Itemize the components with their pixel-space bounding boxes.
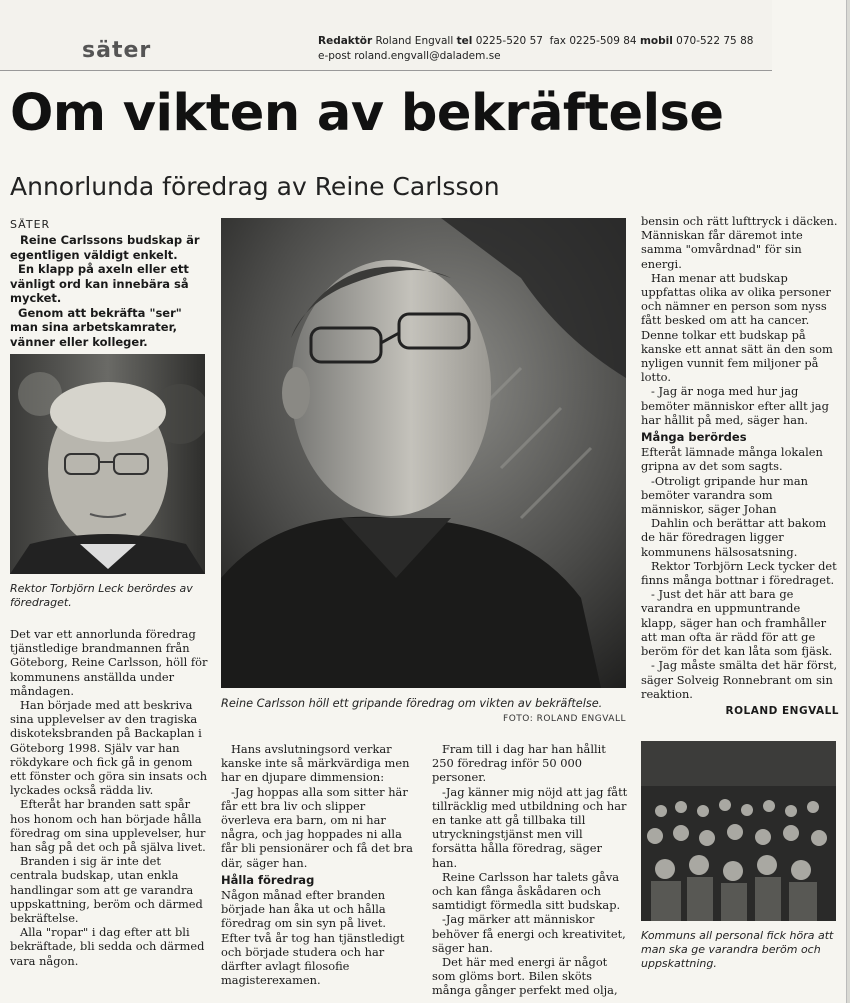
body-paragraph: Det här med energi är något som glöms bort. Bilen sköts många gånger perfekt med olja, (432, 955, 618, 998)
mobile-number: 070-522 75 88 (676, 35, 754, 47)
photo-credit: FOTO: ROLAND ENGVALL (503, 714, 626, 724)
leck-photo (10, 354, 205, 574)
headline: Om vikten av bekräftelse (10, 84, 724, 143)
tel-label: tel (456, 35, 473, 47)
audience-caption: Kommuns all personal fick höra att man ska ge varandra beröm och uppskattning. (641, 929, 834, 970)
ingress-paragraph: Genom att bekräfta "ser" man sina arbetskamrater, vänner eller kolleger. (10, 305, 182, 349)
body-paragraph: -Jag märker att människor behöver få energi och kreativitet, säger han. (432, 912, 626, 955)
editor-name: Roland Engvall (375, 35, 454, 47)
body-paragraph: Hans avslutningsord verkar kanske inte så märkvärdiga men har en djupare dimmension: (221, 742, 410, 785)
subheadline: Annorlunda föredrag av Reine Carlsson (10, 172, 500, 201)
ingress-paragraph: Reine Carlssons budskap är egentligen väldigt enkelt. (10, 233, 200, 262)
body-paragraph: -Otroligt gripande hur man bemöter varandra som människor, säger Johan (641, 473, 808, 517)
ingress-paragraph: En klapp på axeln eller ett vänligt ord kan innebära så mycket. (10, 262, 189, 306)
tel-number: 0225-520 57 (475, 35, 543, 47)
body-paragraph: Det var ett annorlunda föredrag tjänstledige brandmannen från Göteborg, Reine Carlsson, höll för kommunens anställda under måndagen. (10, 627, 208, 698)
body-paragraph: Någon månad efter branden började han åka ut och hålla föredrag om sin syn på livet. Efter två år tog han tjänstledigt och började studera och har därfter avlagt filosofie magisterexamen. (221, 888, 405, 988)
fax-label: fax (549, 35, 566, 47)
dateline: SÄTER (10, 218, 51, 231)
body-paragraph: bensin och rätt lufttryck i däcken. Människan får däremot inte samma "omvårdnad" för sin energi. (641, 214, 838, 271)
body-column-3 (432, 742, 628, 998)
main-caption: Reine Carlsson höll ett gripande föredrag om vikten av bekräftelse. (221, 697, 603, 710)
body-paragraph: Fram till i dag har han hållit 250 föredrag inför 50 000 personer. (432, 742, 606, 785)
ingress (10, 233, 208, 349)
section-title: säter (82, 38, 152, 63)
body-paragraph: Efteråt lämnade många lokalen gripna av det som sagts. (641, 445, 823, 474)
portrait-image (10, 354, 205, 574)
editor-label: Redaktör (318, 35, 373, 47)
audience-photo (641, 741, 836, 921)
body-paragraph: -Jag känner mig nöjd att jag fått tillräcklig med utbildning och har en tanke att gå tillbaka till utryckningstjänst men vill forsätta hålla föredrag, säger han. (432, 784, 628, 870)
body-column-1 (10, 627, 208, 968)
main-photo (221, 218, 626, 688)
main-image (221, 218, 626, 688)
body-paragraph: -Jag hoppas alla som sitter här får ett bra liv och slipper överleva era barn, om ni har några, och jag hoppades ni alla får bli pensionärer och få det bra där, säger han. (221, 784, 413, 870)
email-address: roland.engvall@daladem.se (354, 50, 501, 62)
leck-caption: Rektor Torbjörn Leck berördes av föredraget. (10, 582, 193, 609)
body-paragraph: Dahlin och berättar att bakom de här föredragen ligger kommunens hälsosatsning. (641, 516, 827, 559)
subheading-halla-foredrag: Hålla föredrag (221, 872, 315, 887)
body-column-4 (641, 214, 839, 718)
subheading-manga-berordes: Många berördes (641, 430, 747, 445)
body-paragraph: Efteråt har branden satt spår hos honom och han började hålla föredrag om sina upplevelser, hur han såg på det och på själva livet. (10, 797, 206, 855)
audience-image (641, 741, 836, 921)
mobile-label: mobil (639, 35, 673, 47)
body-paragraph: Han började med att beskriva sina upplevelser av den tragiska diskoteksbranden på Backaplan i Göteborg 1998. Själv var han rökdykare och fick gå in genom ett fönster och göra sin insats och lyckades också rädda liv. (10, 698, 208, 798)
body-paragraph: Han menar att budskap uppfattas olika av olika personer och nämner en person som nyss fått besked om att ha cancer. Denne tolkar ett budskap på kanske ett annat sätt än den som nyligen vunnit fem miljoner på lotto. (641, 270, 833, 385)
email-label: e-post (318, 50, 351, 62)
body-paragraph: - Jag måste smälta det här först, säger Solveig Ronnebrant om sin reaktion. (641, 658, 838, 701)
fax-number: 0225-509 84 (569, 35, 637, 47)
editor-contact (318, 34, 753, 64)
body-paragraph: Alla "ropar" i dag efter att bli bekräftade, bli sedda och därmed vara någon. (10, 925, 205, 968)
byline: ROLAND ENGVALL (725, 704, 839, 717)
intro-column (10, 218, 208, 349)
body-paragraph: - Just det här att bara ge varandra en uppmuntrande klapp, säger han och framhåller att man ofta är rädd för att ge beröm för det kan låta som fjäsk. (641, 587, 833, 659)
body-paragraph: - Jag är noga med hur jag bemöter människor efter allt jag har hållit på med, säger han. (641, 384, 829, 427)
body-paragraph: Reine Carlsson har talets gåva och kan fånga åskådaren och samtidigt förmedla sitt budskap. (432, 869, 621, 913)
body-paragraph: Rektor Torbjörn Leck tycker det finns många bottnar i föredraget. (641, 558, 837, 588)
body-column-2 (221, 742, 417, 987)
body-paragraph: Branden i sig är inte det centrala budskap, utan enkla handlingar som att ge varandra uppskattning, beröm och därmed bekräftelse. (10, 854, 203, 926)
